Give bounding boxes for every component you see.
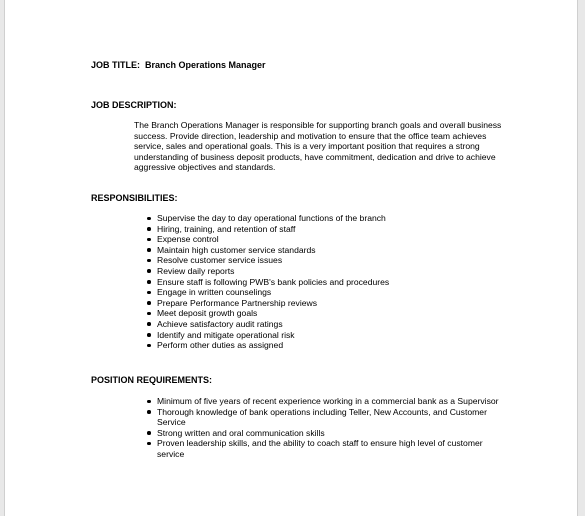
list-item-line: service: [157, 448, 185, 459]
job-description-paragraph: [134, 120, 509, 173]
list-item-line: Minimum of five years of recent experience working in a commercial bank as a Supervisor: [157, 396, 499, 406]
list-item: Achieve satisfactory audit ratings: [146, 319, 506, 330]
list-item-line: Service: [157, 417, 186, 428]
job-description-line: success. Provide direction, leadership and motivation to ensure that the office team achieves: [134, 130, 487, 141]
job-title-line: [91, 60, 266, 71]
list-item: Resolve customer service issues: [146, 255, 506, 266]
list-item-line: Strong written and oral communication skills: [157, 427, 325, 438]
list-item: [146, 407, 506, 428]
list-item: Ensure staff is following PWB's bank policies and procedures: [146, 277, 506, 288]
job-description-heading: JOB DESCRIPTION:: [91, 100, 177, 110]
responsibilities-heading: RESPONSIBILITIES:: [91, 193, 178, 203]
position-requirements-list: [146, 396, 506, 460]
job-title-value: Branch Operations Manager: [145, 60, 266, 70]
list-item: Prepare Performance Partnership reviews: [146, 298, 506, 309]
job-description-line: The Branch Operations Manager is responsible for supporting branch goals and overall business: [134, 120, 502, 130]
list-item: [146, 396, 506, 407]
list-item: Review daily reports: [146, 266, 506, 277]
document-page: [4, 0, 578, 516]
list-item: Identify and mitigate operational risk: [146, 330, 506, 341]
job-description-line: aggressive objectives and standards.: [134, 162, 276, 173]
list-item-line: Proven leadership skills, and the ability to coach staff to ensure high level of customer: [157, 438, 483, 449]
list-item: Meet deposit growth goals: [146, 308, 506, 319]
list-item: Supervise the day to day operational functions of the branch: [146, 213, 506, 224]
list-item: Hiring, training, and retention of staff: [146, 224, 506, 235]
job-title-label: JOB TITLE:: [91, 60, 140, 70]
list-item: Maintain high customer service standards: [146, 245, 506, 256]
responsibilities-list: [146, 213, 506, 351]
job-description-line: understanding of business deposit products, have commitment, dedication and drive to achieve: [134, 151, 496, 162]
list-item: Expense control: [146, 234, 506, 245]
position-requirements-heading: POSITION REQUIREMENTS:: [91, 375, 213, 385]
list-item: [146, 428, 506, 439]
list-item: [146, 438, 506, 459]
list-item-line: Thorough knowledge of bank operations including Teller, New Accounts, and Customer: [157, 406, 487, 417]
job-description-line: service, sales and operational goals. This is a very important position that requires a strong: [134, 141, 480, 152]
list-item: Engage in written counselings: [146, 287, 506, 298]
list-item: Perform other duties as assigned: [146, 340, 506, 351]
